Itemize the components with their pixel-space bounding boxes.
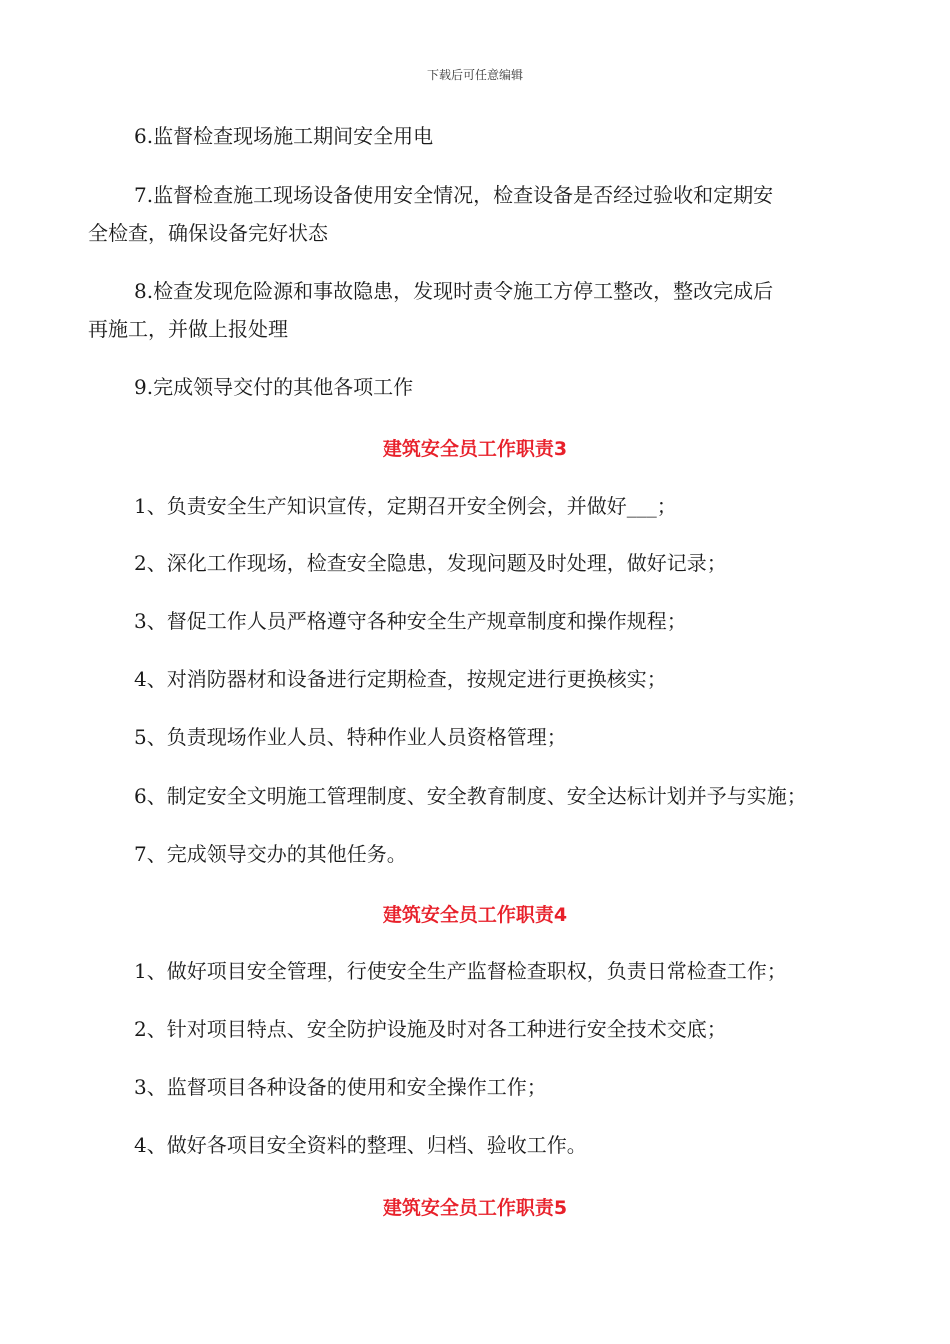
duty-item-7-line2: 全检查，确保设备完好状态 (88, 221, 328, 245)
page-header: 下载后可任意编辑 (426, 68, 523, 82)
duty-item-7-line1: 7.监督检查施工现场设备使用安全情况，检查设备是否经过验收和定期安 (134, 183, 774, 207)
duty-item-8-line1: 8.检查发现危险源和事故隐患，发现时责令施工方停工整改，整改完成后 (134, 279, 774, 303)
duty-item-8-line2: 再施工，并做上报处理 (88, 317, 288, 341)
section-3-item: 4、对消防器材和设备进行定期检查，按规定进行更换核实； (134, 667, 667, 691)
section-3-item: 6、制定安全文明施工管理制度、安全教育制度、安全达标计划并予与实施； (134, 784, 807, 808)
section-3-item: 5、负责现场作业人员、特种作业人员资格管理； (134, 725, 567, 749)
section-3-item: 3、督促工作人员严格遵守各种安全生产规章制度和操作规程； (134, 609, 687, 633)
duty-item-9: 9.完成领导交付的其他各项工作 (134, 375, 414, 399)
section-4-item: 1、做好项目安全管理，行使安全生产监督检查职权，负责日常检查工作； (134, 959, 787, 983)
duty-item-6: 6.监督检查现场施工期间安全用电 (134, 124, 434, 148)
section-4-item: 3、监督项目各种设备的使用和安全操作工作； (134, 1075, 547, 1099)
section-3-item: 7、完成领导交办的其他任务。 (134, 842, 407, 866)
section-3-item: 2、深化工作现场，检查安全隐患，发现问题及时处理，做好记录； (134, 551, 727, 575)
section-3-item: 1、负责安全生产知识宣传，定期召开安全例会，并做好___； (134, 494, 677, 518)
section-4-item: 2、针对项目特点、安全防护设施及时对各工种进行安全技术交底； (134, 1017, 727, 1041)
section-4-item: 4、做好各项目安全资料的整理、归档、验收工作。 (134, 1133, 587, 1157)
section-4-heading: 建筑安全员工作职责4 (382, 904, 568, 926)
section-5-heading: 建筑安全员工作职责5 (382, 1197, 568, 1219)
section-3-heading: 建筑安全员工作职责3 (382, 438, 568, 460)
